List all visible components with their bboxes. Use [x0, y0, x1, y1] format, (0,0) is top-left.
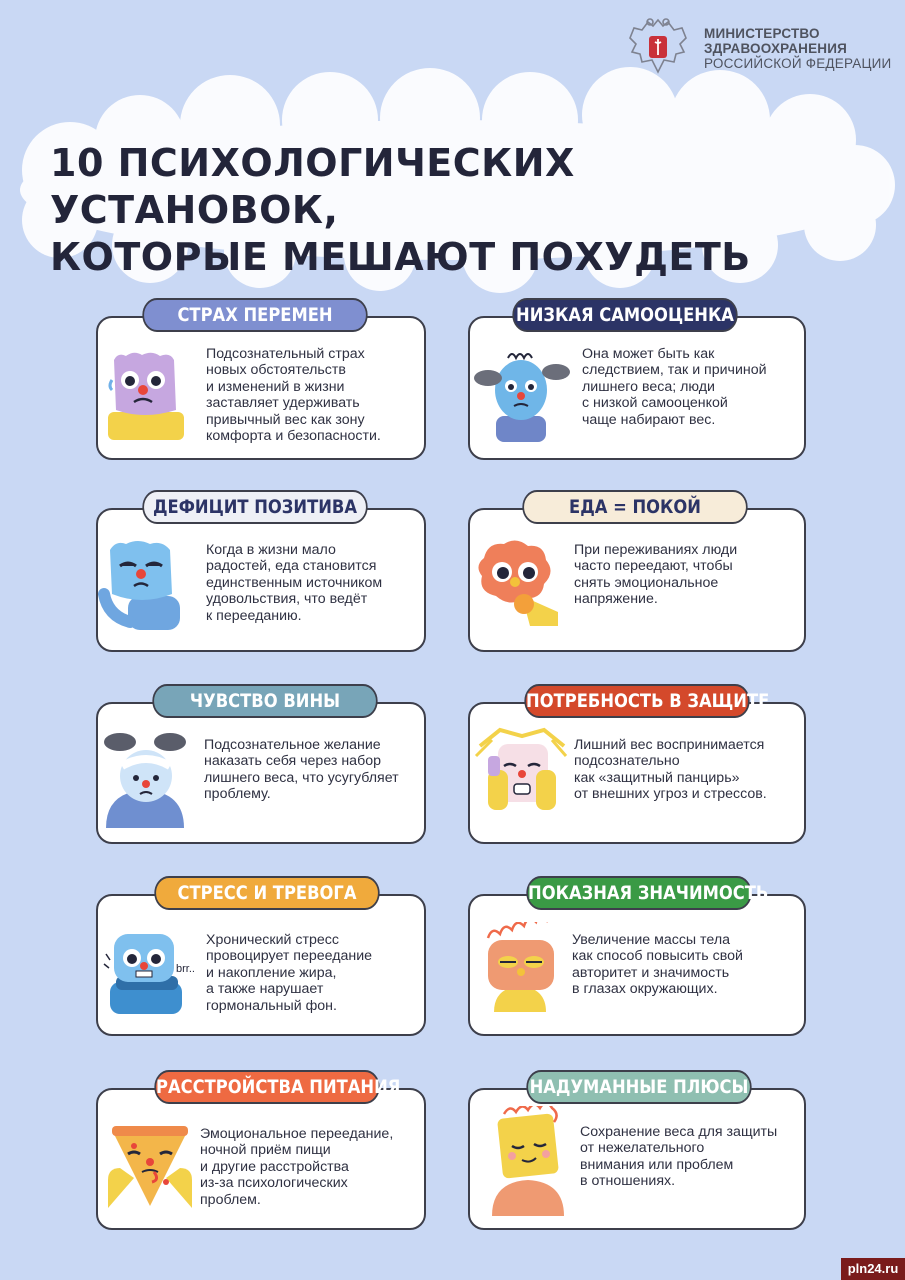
- sad-blue-character-with-clouds-icon: [472, 344, 572, 444]
- card-lack-of-positive-text: Когда в жизни мало радостей, еда становится единственным источником удовольствия, что ведёт к перееданию.: [206, 542, 383, 624]
- card-imagined-benefits-text: Сохранение веса для защиты от нежелательного внимания или проблем в отношениях.: [580, 1124, 778, 1190]
- ministry-line1: МИНИСТЕРСТВО: [704, 26, 820, 41]
- card-fear-of-change-title: СТРАХ ПЕРЕМЕН: [142, 298, 367, 332]
- ministry-line3: РОССИЙСКОЙ ФЕДЕРАЦИИ: [704, 56, 892, 71]
- card-showy-importance-title: ПОКАЗНАЯ ЗНАЧИМОСТЬ: [526, 876, 751, 910]
- worried-purple-character-icon: [104, 350, 188, 440]
- card-fear-of-change-text: Подсознательный страх новых обстоятельств и изменений в жизни заставляет удерживать привычный вес как зону комфорта и безопасности.: [206, 346, 381, 445]
- title-line1: 10 ПСИХОЛОГИЧЕСКИХ УСТАНОВОК,: [50, 141, 575, 232]
- card-showy-importance-text: Увеличение массы тела как способ повысить свой авторитет и значимость в глазах окружающих.: [572, 932, 743, 998]
- card-low-self-esteem-text: Она может быть как следствием, так и причиной лишнего веса; люди с низкой самооценкой чаще набирают вес.: [582, 346, 767, 428]
- eating-orange-character-icon: [472, 536, 564, 628]
- card-food-is-calm-title: ЕДА = ПОКОЙ: [522, 490, 747, 524]
- shivering-blue-character-icon: [102, 924, 202, 1016]
- card-guilt-title: ЧУВСТВО ВИНЫ: [152, 684, 377, 718]
- shy-yellow-character-icon: [484, 1106, 576, 1216]
- pizza-character-icon: [104, 1122, 196, 1210]
- card-food-is-calm-text: При переживаниях люди часто переедают, чтобы снять эмоциональное напряжение.: [574, 542, 738, 608]
- scared-character-covering-face-icon: [474, 726, 570, 822]
- smug-character-icon: [474, 922, 566, 1012]
- ministry-line2: ЗДРАВООХРАНЕНИЯ: [704, 41, 848, 56]
- guilty-character-with-clouds-icon: [100, 726, 190, 830]
- card-stress-and-anxiety-title: СТРЕСС И ТРЕВОГА: [154, 876, 379, 910]
- card-need-for-protection-title: ПОТРЕБНОСТЬ В ЗАЩИТЕ: [524, 684, 749, 718]
- crying-blue-character-icon: [98, 536, 188, 632]
- card-guilt-text: Подсознательное желание наказать себя через набор лишнего веса, что усугубляет проблему.: [204, 737, 399, 803]
- card-need-for-protection-text: Лишний вес воспринимается подсознательно как «защитный панцирь» от внешних угроз и стрессов.: [574, 737, 767, 803]
- ministry-logo: [622, 14, 898, 78]
- page-title: [50, 140, 870, 281]
- card-eating-disorders-title: РАССТРОЙСТВА ПИТАНИЯ: [154, 1070, 379, 1104]
- title-line2: КОТОРЫЕ МЕШАЮТ ПОХУДЕТЬ: [50, 235, 751, 279]
- card-lack-of-positive-title: ДЕФИЦИТ ПОЗИТИВА: [142, 490, 367, 524]
- eagle-emblem-icon: [622, 14, 694, 78]
- card-stress-and-anxiety-text: Хронический стресс провоцирует переедание и накопление жира, а также нарушает гормональный фон.: [206, 932, 373, 1014]
- card-eating-disorders-text: Эмоциональное переедание, ночной приём пищи и другие расстройства из-за психологических проблем.: [200, 1126, 394, 1208]
- card-low-self-esteem-title: НИЗКАЯ САМООЦЕНКА: [512, 298, 737, 332]
- card-imagined-benefits-title: НАДУМАННЫЕ ПЛЮСЫ: [526, 1070, 751, 1104]
- watermark-badge: pln24.ru: [841, 1258, 905, 1280]
- svg-text:brr..: brr..: [176, 963, 195, 975]
